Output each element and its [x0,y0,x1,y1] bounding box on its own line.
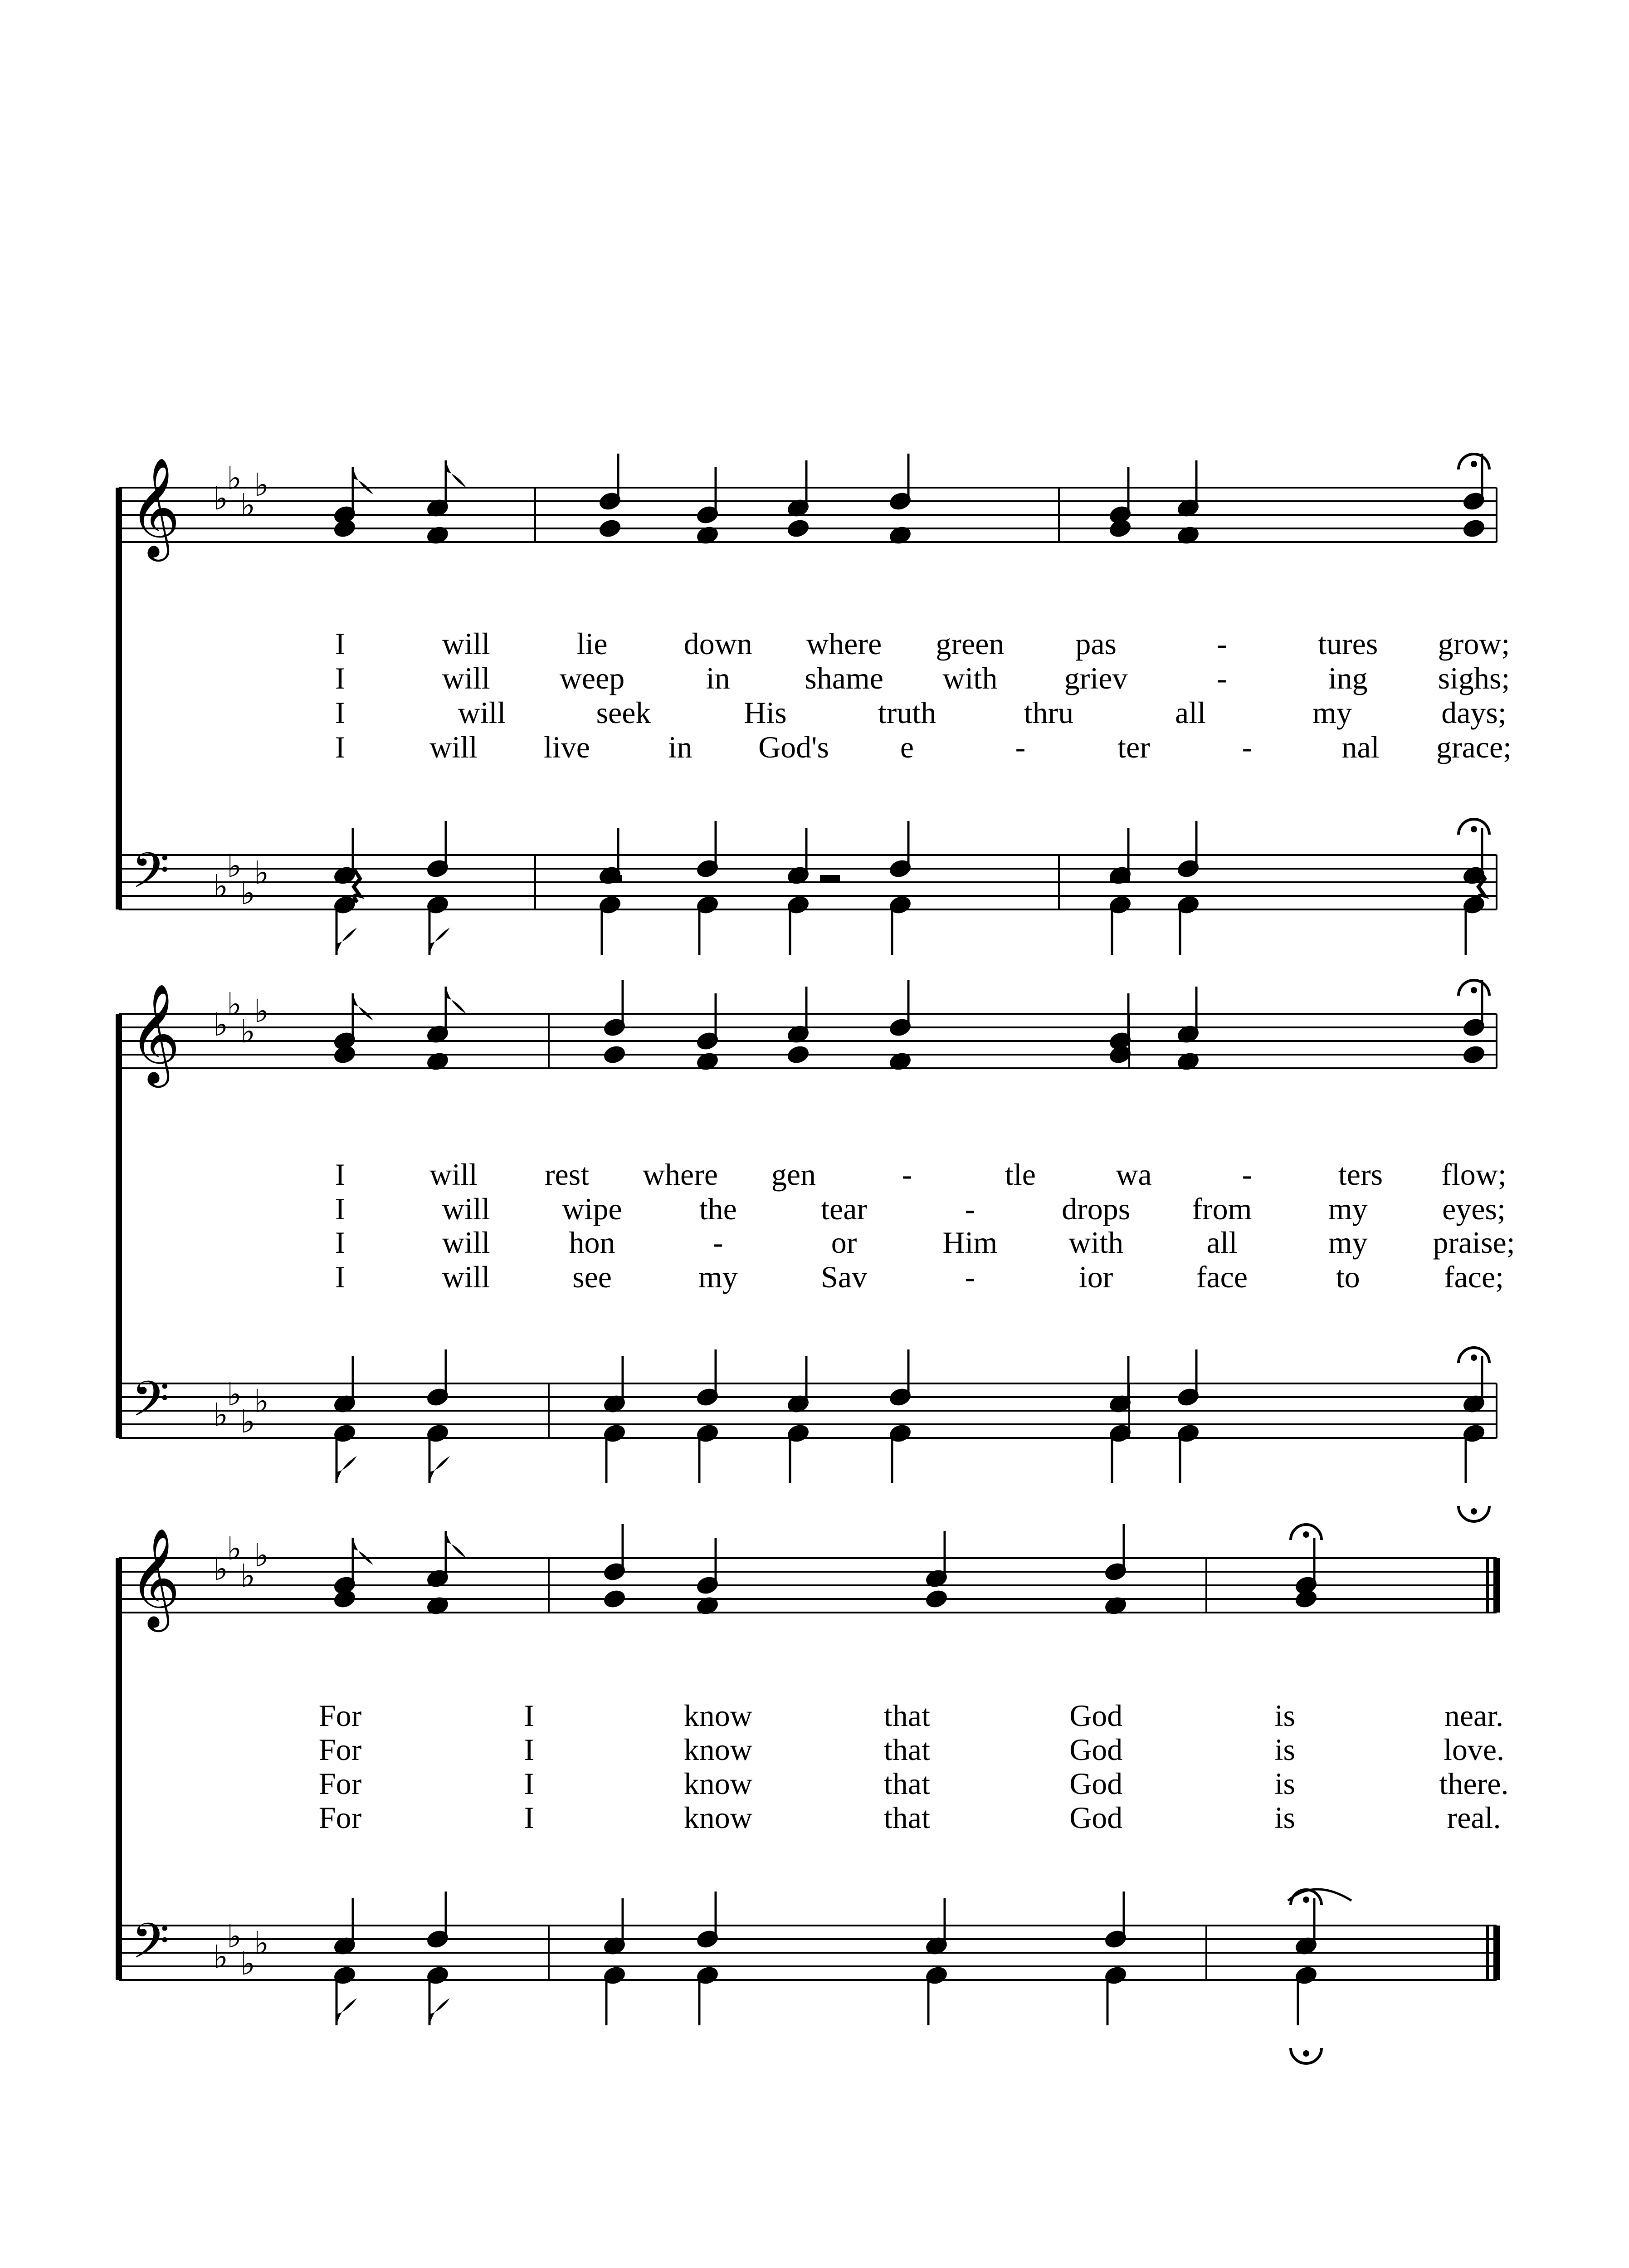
lyric-syllable: wipe [562,1192,622,1226]
lyric-syllable: griev [1064,661,1128,695]
lyric-syllable: - [1242,1157,1253,1192]
lyric-syllable: Him [942,1225,998,1260]
flat-icon: ♭ [227,986,242,1023]
treble-clef-icon: 𝄞 [129,983,180,1083]
lyric-syllable: ior [1078,1260,1113,1294]
lyric-syllable: God [1069,1732,1123,1767]
note-flag [353,1538,373,1565]
lyric-syllable: I [524,1766,534,1801]
lyric-syllable: my [1312,695,1352,730]
lyric-syllable: gen [771,1157,816,1192]
lyric-syllable: thru [1024,695,1074,730]
lyric-syllable: all [1175,695,1206,730]
flat-icon: ♭ [254,1925,269,1962]
lyric-syllable: For [318,1732,362,1767]
lyric-syllable: grow; [1438,626,1510,661]
lyric-syllable: ters [1338,1157,1383,1192]
lyric-syllable: know [683,1766,752,1801]
lyric-syllable: I [335,661,346,695]
lyric-syllable: wa [1116,1157,1152,1192]
notehead [787,1045,810,1065]
lyric-syllable: I [335,626,346,661]
notehead [925,1589,948,1609]
flat-icon: ♭ [240,1013,256,1050]
fermata-icon [1303,2050,1309,2057]
half-rest-icon [602,875,622,882]
lyric-syllable: God [1069,1698,1123,1733]
lyric-syllable: For [318,1698,362,1733]
fermata-icon [1471,1508,1477,1515]
notehead [1109,1045,1132,1065]
flat-icon: ♭ [254,1383,269,1420]
lyric-syllable: tle [1005,1157,1036,1192]
lyric-syllable: praise; [1433,1225,1515,1260]
lyric-syllable: there. [1439,1766,1509,1801]
lyric-syllable: His [744,695,787,730]
notehead [333,1045,356,1065]
note-flag [429,1998,450,2025]
lyric-syllable: the [699,1192,737,1226]
fermata-icon [1303,1531,1309,1538]
lyric-syllable: - [1015,730,1026,764]
lyric-syllable: that [884,1800,930,1835]
notehead [1463,519,1485,538]
lyric-syllable: God [1069,1766,1123,1801]
lyric-syllable: weep [559,661,625,695]
fermata-icon [1471,461,1477,467]
lyric-syllable: ing [1328,661,1368,695]
lyric-syllable: know [683,1732,752,1767]
flat-icon: ♭ [213,1938,229,1975]
note-flag [446,987,466,1014]
flat-icon: ♭ [240,875,256,912]
flat-icon: ♭ [213,868,229,905]
lyric-syllable: down [683,626,752,661]
lyric-syllable: is [1274,1766,1296,1801]
fermata-icon [1471,987,1477,993]
notehead [787,519,810,538]
lyric-syllable: tures [1318,626,1378,661]
flat-icon: ♭ [213,1550,229,1588]
notehead [333,519,356,538]
lyric-syllable: near. [1444,1698,1504,1733]
flat-icon: ♭ [240,1403,256,1440]
note-flag [337,1456,357,1483]
flat-icon: ♭ [227,1376,242,1413]
lyric-syllable: or [831,1225,857,1260]
lyric-syllable: I [335,1192,346,1226]
lyric-syllable: with [1068,1225,1124,1260]
lyric-syllable: - [902,1157,912,1192]
half-rest-icon [820,875,840,882]
flat-icon: ♭ [254,1537,269,1574]
lyric-syllable: seek [596,695,651,730]
lyric-syllable: ter [1117,730,1150,764]
lyric-syllable: real. [1447,1800,1501,1835]
lyric-syllable: lie [576,626,608,661]
flat-icon: ♭ [254,992,269,1030]
flat-icon: ♭ [213,480,229,517]
notehead [1295,1589,1317,1609]
lyric-syllable: hon [569,1225,615,1260]
note-flag [337,1998,357,2025]
treble-clef-icon: 𝄞 [129,1527,180,1628]
lyric-syllable: flow; [1441,1157,1507,1192]
lyric-syllable: sighs; [1438,661,1510,695]
half-rest-icon [1110,875,1130,882]
lyric-syllable: grace; [1436,730,1512,764]
lyric-syllable: - [1242,730,1253,764]
lyric-syllable: is [1274,1800,1296,1835]
lyric-syllable: live [544,730,590,764]
lyric-syllable: where [642,1157,718,1192]
lyric-syllable: my [1328,1225,1368,1260]
lyric-syllable: God [1069,1800,1123,1835]
flat-icon: ♭ [254,854,269,891]
lyric-syllable: God's [758,730,829,764]
lyric-syllable: pas [1075,626,1117,661]
lyric-syllable: from [1192,1192,1252,1226]
lyric-syllable: rest [544,1157,590,1192]
lyric-syllable: I [335,1260,346,1294]
lyric-syllable: in [706,661,730,695]
lyric-syllable: I [524,1800,534,1835]
lyric-syllable: - [965,1260,975,1294]
note-flag [337,928,357,955]
lyric-syllable: I [335,1225,346,1260]
flat-icon: ♭ [227,847,242,885]
lyric-syllable: where [806,626,882,661]
lyric-syllable: e [900,730,914,764]
lyric-syllable: shame [805,661,883,695]
bass-clef-icon: 𝄢 [132,1370,170,1439]
lyric-syllable: For [318,1766,362,1801]
lyric-syllable: drops [1062,1192,1131,1226]
lyric-syllable: face [1196,1260,1248,1294]
lyric-syllable: that [884,1698,930,1733]
bass-clef-icon: 𝄢 [132,842,170,911]
lyric-syllable: days; [1441,695,1507,730]
note-flag [353,993,373,1021]
notehead [603,1045,626,1065]
lyric-syllable: will [429,730,478,764]
notehead [1109,519,1132,538]
fermata-icon [1471,826,1477,832]
note-flag [446,460,466,488]
lyric-syllable: that [884,1732,930,1767]
lyric-syllable: I [335,1157,346,1192]
flat-icon: ♭ [213,1396,229,1433]
lyric-syllable: my [1328,1192,1368,1226]
lyric-syllable: to [1336,1260,1360,1294]
lyric-syllable: see [572,1260,612,1294]
lyric-syllable: - [713,1225,723,1260]
lyric-syllable: eyes; [1442,1192,1506,1226]
lyric-syllable: tear [821,1192,868,1226]
lyric-syllable: - [965,1192,975,1226]
lyric-syllable: green [936,626,1005,661]
lyric-syllable: know [683,1698,752,1733]
note-flag [446,1531,466,1558]
note-flag [429,1456,450,1483]
lyric-syllable: my [698,1260,738,1294]
lyric-syllable: I [524,1698,534,1733]
lyric-syllable: will [442,661,490,695]
notehead [1463,1045,1485,1065]
flat-icon: ♭ [227,1530,242,1567]
flat-icon: ♭ [227,1918,242,1955]
lyric-syllable: - [1217,626,1227,661]
lyric-syllable: Sav [821,1260,868,1294]
bass-clef-icon: 𝄢 [132,1912,170,1981]
lyric-syllable: I [335,730,346,764]
notehead [603,1589,626,1609]
flat-icon: ♭ [227,459,242,497]
lyric-syllable: nal [1341,730,1380,764]
lyric-syllable: will [442,1192,490,1226]
lyric-syllable: truth [878,695,936,730]
fermata-icon [1471,1354,1477,1361]
fermata-icon [1303,1897,1309,1903]
lyric-syllable: will [442,1225,490,1260]
lyric-syllable: I [335,695,346,730]
lyric-syllable: in [668,730,693,764]
lyric-syllable: know [683,1800,752,1835]
lyric-syllable: love. [1443,1732,1505,1767]
lyric-syllable: will [429,1157,478,1192]
lyric-syllable: I [524,1732,534,1767]
flat-icon: ♭ [240,1557,256,1594]
lyric-syllable: with [942,661,998,695]
lyric-syllable: will [442,626,490,661]
lyric-syllable: is [1274,1732,1296,1767]
notehead [599,519,621,538]
lyric-syllable: will [442,1260,490,1294]
notehead [333,1589,356,1609]
flat-icon: ♭ [254,466,269,503]
note-flag [353,467,373,494]
note-flag [429,928,450,955]
lyric-syllable: - [1217,661,1227,695]
flat-icon: ♭ [213,1006,229,1043]
lyric-syllable: is [1274,1698,1296,1733]
lyric-syllable: that [884,1766,930,1801]
flat-icon: ♭ [240,487,256,524]
lyric-syllable: For [318,1800,362,1835]
flat-icon: ♭ [240,1945,256,1982]
lyric-syllable: all [1206,1225,1238,1260]
lyric-syllable: face; [1444,1260,1504,1294]
lyric-syllable: will [458,695,506,730]
treble-clef-icon: 𝄞 [129,457,180,557]
